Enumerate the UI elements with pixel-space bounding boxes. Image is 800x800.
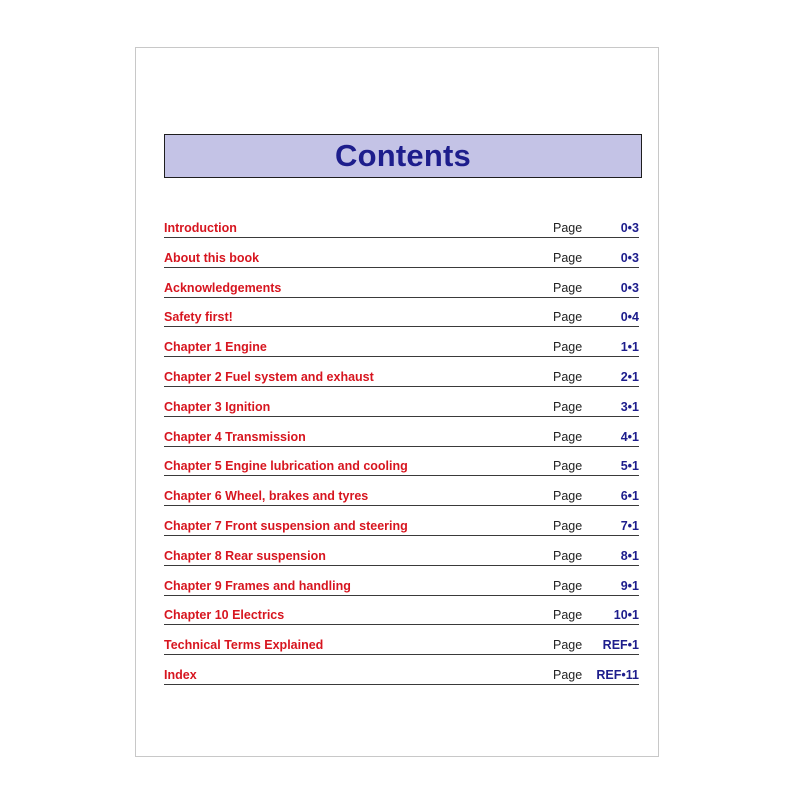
toc-divider xyxy=(164,654,639,655)
toc-page-word: Page xyxy=(553,548,583,563)
toc-page-word: Page xyxy=(553,221,583,235)
toc-divider xyxy=(164,267,639,268)
toc-page-number: 10•1 xyxy=(613,608,639,623)
table-of-contents xyxy=(164,211,639,688)
toc-divider xyxy=(164,475,639,476)
toc-page-number: 9•1 xyxy=(620,578,639,593)
toc-page-word: Page xyxy=(553,340,583,355)
toc-page-word: Page xyxy=(553,518,583,533)
toc-entry[interactable] xyxy=(164,539,639,569)
toc-divider xyxy=(164,297,639,298)
toc-entry[interactable] xyxy=(164,509,639,539)
toc-entry[interactable] xyxy=(164,479,639,509)
toc-entry-label: Chapter 10 Electrics xyxy=(164,608,285,623)
toc-page-word: Page xyxy=(553,489,583,504)
title-banner xyxy=(164,134,642,178)
toc-divider xyxy=(164,684,639,685)
toc-page-word: Page xyxy=(553,429,583,444)
toc-entry[interactable] xyxy=(164,271,639,301)
toc-page-word: Page xyxy=(553,459,583,474)
page-title: Contents xyxy=(335,138,471,173)
toc-divider xyxy=(164,624,639,625)
toc-page-word: Page xyxy=(553,310,583,325)
toc-page-word: Page xyxy=(553,638,583,653)
toc-entry[interactable] xyxy=(164,330,639,360)
toc-page-number: 8•1 xyxy=(620,548,639,563)
toc-entry[interactable] xyxy=(164,658,639,688)
toc-entry-label: Acknowledgements xyxy=(164,280,282,295)
toc-divider xyxy=(164,386,639,387)
toc-entry[interactable] xyxy=(164,598,639,628)
toc-divider xyxy=(164,446,639,447)
toc-entry-label: Chapter 1 Engine xyxy=(164,340,267,355)
toc-divider xyxy=(164,595,639,596)
toc-divider xyxy=(164,535,639,536)
toc-entry-label: Introduction xyxy=(164,221,237,235)
toc-entry-label: Chapter 4 Transmission xyxy=(164,429,306,444)
toc-page-word: Page xyxy=(553,280,583,295)
toc-entry[interactable] xyxy=(164,360,639,390)
toc-entry-label: Chapter 2 Fuel system and exhaust xyxy=(164,369,374,384)
toc-entry[interactable] xyxy=(164,390,639,420)
toc-entry-label: Safety first! xyxy=(164,310,233,325)
toc-entry-label: Chapter 8 Rear suspension xyxy=(164,548,326,563)
toc-entry-label: About this book xyxy=(164,250,260,265)
toc-page-number: REF•1 xyxy=(602,638,639,653)
toc-entry-label: Chapter 9 Frames and handling xyxy=(164,578,351,593)
toc-page-number: 0•3 xyxy=(620,280,639,295)
toc-entry[interactable] xyxy=(164,420,639,450)
toc-divider xyxy=(164,326,639,327)
toc-page-number: 1•1 xyxy=(620,340,639,355)
toc-page-word: Page xyxy=(553,399,583,414)
toc-page-word: Page xyxy=(553,369,583,384)
toc-page-word: Page xyxy=(553,250,583,265)
toc-page-number: 0•3 xyxy=(620,221,639,235)
toc-page-number: 2•1 xyxy=(620,369,639,384)
toc-page-number: 0•3 xyxy=(620,250,639,265)
toc-entry[interactable] xyxy=(164,449,639,479)
toc-entry-label: Chapter 7 Front suspension and steering xyxy=(164,518,408,533)
toc-page-word: Page xyxy=(553,608,583,623)
toc-page-number: 3•1 xyxy=(620,399,639,414)
toc-entry[interactable] xyxy=(164,211,639,241)
toc-entry[interactable] xyxy=(164,569,639,599)
toc-divider xyxy=(164,565,639,566)
toc-entry-label: Index xyxy=(164,667,197,682)
toc-entry-label: Chapter 3 Ignition xyxy=(164,399,271,414)
toc-entry-label: Technical Terms Explained xyxy=(164,638,324,653)
toc-page-number: REF•11 xyxy=(596,667,639,682)
toc-entry-label: Chapter 6 Wheel, brakes and tyres xyxy=(164,489,369,504)
toc-entry[interactable] xyxy=(164,628,639,658)
toc-page-word: Page xyxy=(553,578,583,593)
document-page xyxy=(135,47,659,757)
toc-page-word: Page xyxy=(553,667,583,682)
toc-entry-label: Chapter 5 Engine lubrication and cooling xyxy=(164,459,408,474)
toc-divider xyxy=(164,356,639,357)
toc-entry[interactable] xyxy=(164,300,639,330)
toc-divider xyxy=(164,237,639,238)
toc-page-number: 7•1 xyxy=(620,518,639,533)
toc-page-number: 6•1 xyxy=(620,489,639,504)
toc-page-number: 0•4 xyxy=(620,310,639,325)
toc-page-number: 5•1 xyxy=(620,459,639,474)
toc-divider xyxy=(164,416,639,417)
toc-entry[interactable] xyxy=(164,241,639,271)
toc-divider xyxy=(164,505,639,506)
toc-page-number: 4•1 xyxy=(620,429,639,444)
